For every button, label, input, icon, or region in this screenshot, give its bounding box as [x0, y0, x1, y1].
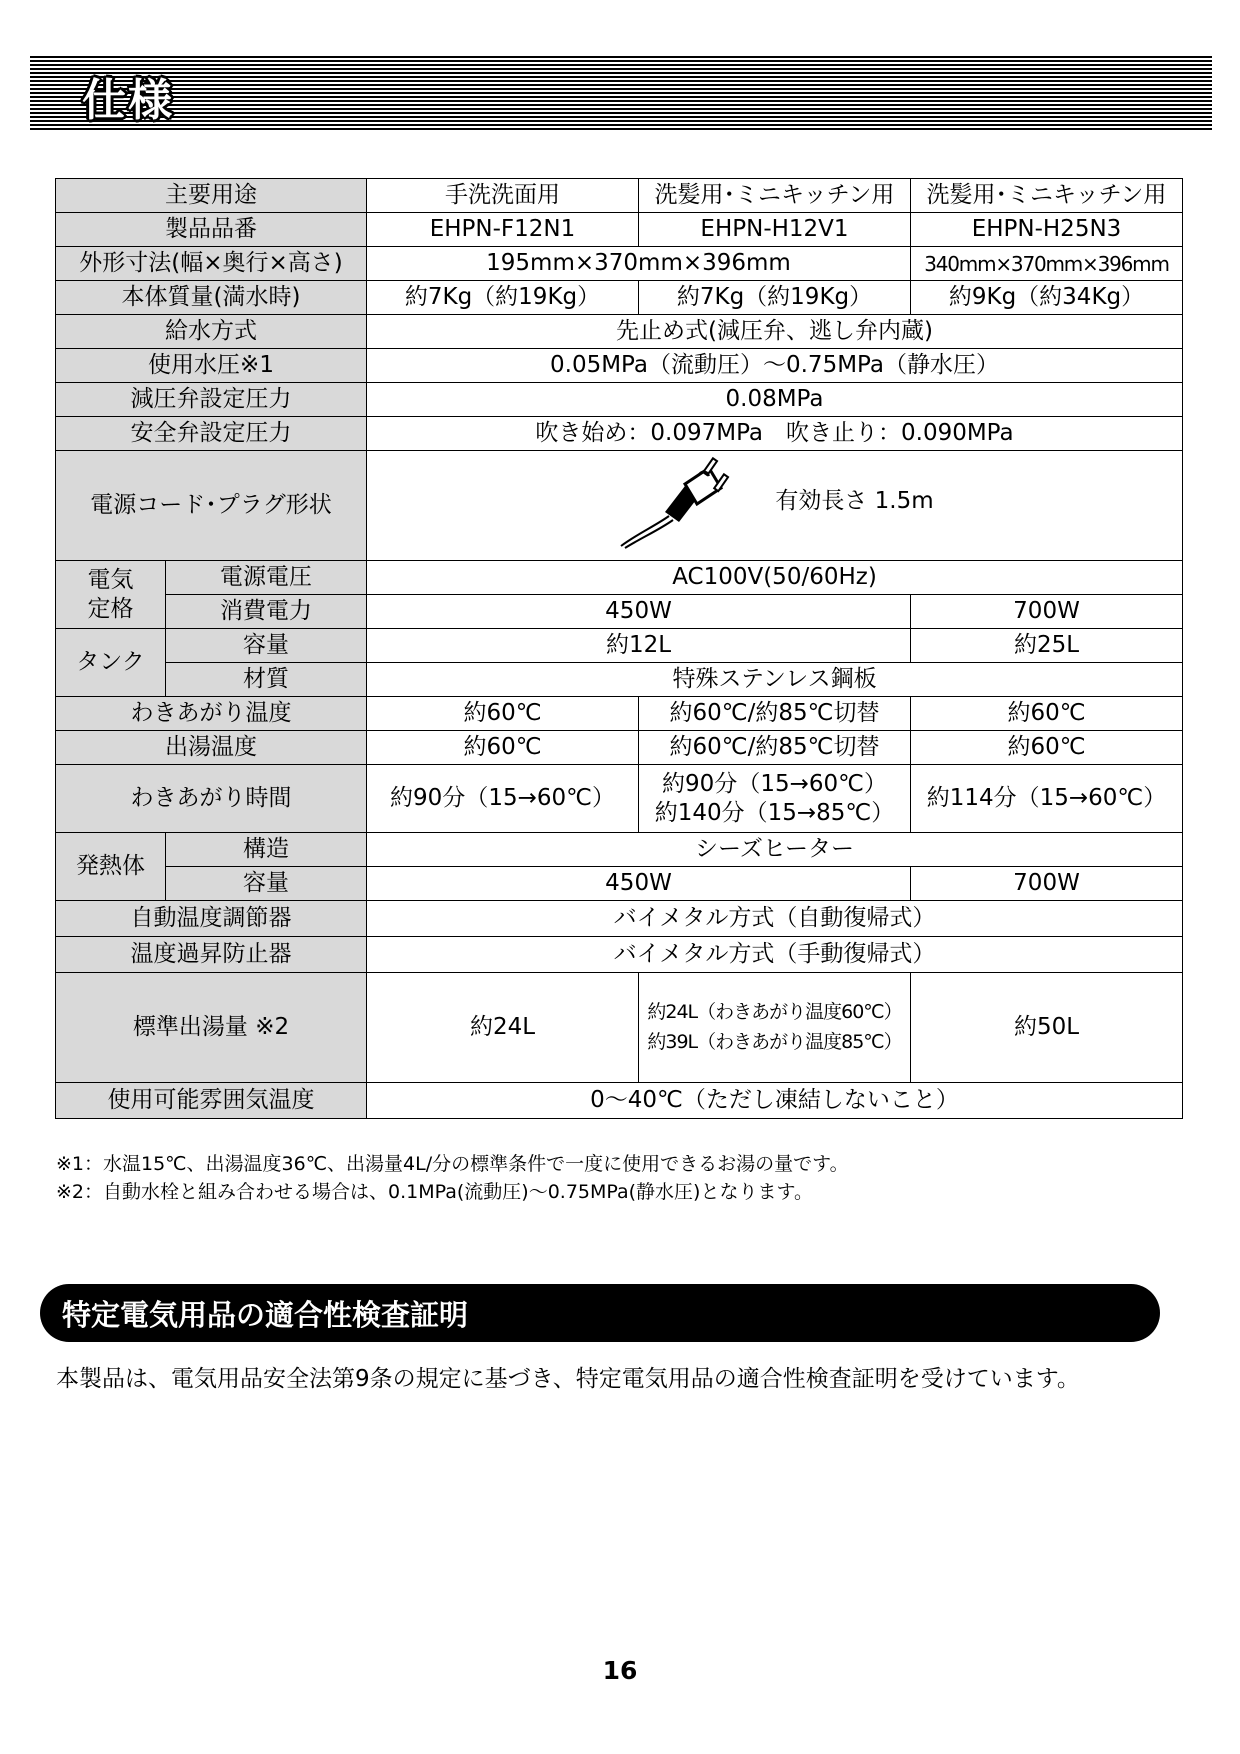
cell: 340mm×370mm×396mm: [911, 247, 1183, 281]
cell: EHPN-H25N3: [911, 213, 1183, 247]
row-tank-material: [56, 663, 1183, 697]
cell: 手洗洗面用: [367, 179, 639, 213]
row-label: 主要用途: [56, 179, 367, 213]
row-label: 消費電力: [166, 595, 367, 629]
row-label: 外形寸法(幅×奥行×高さ): [56, 247, 367, 281]
group-label: [56, 561, 166, 629]
row-label: 温度過昇防止器: [56, 937, 367, 973]
cell: バイメタル方式（自動復帰式）: [367, 901, 1183, 937]
cell: 700W: [911, 867, 1183, 901]
row-label: 本体質量(満水時): [56, 281, 367, 315]
cell-line: 約39L（わきあがり温度85℃）: [647, 1030, 902, 1053]
cell: 0～40℃（ただし凍結しないこと）: [367, 1083, 1183, 1119]
group-label: タンク: [56, 629, 166, 697]
cell: 約9Kg（約34Kg）: [911, 281, 1183, 315]
cell: 約60℃/約85℃切替: [639, 697, 911, 731]
cell: 195mm×370mm×396mm: [367, 247, 911, 281]
row-heater-capacity: [56, 867, 1183, 901]
page-title: 仕様: [82, 75, 174, 126]
cell: EHPN-H12V1: [639, 213, 911, 247]
row-model: [56, 213, 1183, 247]
cell: 約24L: [367, 973, 639, 1083]
cell: 約60℃/約85℃切替: [639, 731, 911, 765]
row-label: 容量: [166, 629, 367, 663]
row-tank-capacity: [56, 629, 1183, 663]
row-label: 製品品番: [56, 213, 367, 247]
row-power: [56, 595, 1183, 629]
row-std-output: [56, 973, 1183, 1083]
row-boil-time: [56, 765, 1183, 833]
row-water-supply: [56, 315, 1183, 349]
section-title: 特定電気用品の適合性検査証明: [62, 1298, 469, 1332]
cell: 約114分（15→60℃）: [911, 765, 1183, 833]
section-header: [40, 1284, 1160, 1342]
footnote-1: ※1：水温15℃、出湯温度36℃、出湯量4L/分の標準条件で一度に使用できるお湯の量です。: [56, 1153, 849, 1175]
cell: AC100V(50/60Hz): [367, 561, 1183, 595]
row-voltage: [56, 561, 1183, 595]
cell: 0.05MPa（流動圧）～0.75MPa（静水圧）: [367, 349, 1183, 383]
power-plug-icon: [615, 454, 735, 549]
row-boil-temp: [56, 697, 1183, 731]
row-label: 出湯温度: [56, 731, 367, 765]
row-power-cord: [56, 451, 1183, 561]
row-label: 使用水圧※1: [56, 349, 367, 383]
cell: シーズヒーター: [367, 833, 1183, 867]
row-label: 自動温度調節器: [56, 901, 367, 937]
cell: 約50L: [911, 973, 1183, 1083]
cell: バイメタル方式（手動復帰式）: [367, 937, 1183, 973]
cell-line: 約24L（わきあがり温度60℃）: [647, 1001, 902, 1024]
row-label: 材質: [166, 663, 367, 697]
row-ambient: [56, 1083, 1183, 1119]
row-label: 減圧弁設定圧力: [56, 383, 367, 417]
page-number: 16: [602, 1656, 638, 1685]
row-label: 容量: [166, 867, 367, 901]
cell: 約60℃: [911, 697, 1183, 731]
cell: 450W: [367, 595, 911, 629]
row-mass: [56, 281, 1183, 315]
group-label: 発熱体: [56, 833, 166, 901]
cell: 洗髪用･ミニキッチン用: [911, 179, 1183, 213]
row-label: 構造: [166, 833, 367, 867]
title-bar: [30, 56, 1212, 131]
cell: [639, 973, 911, 1083]
cell: 約90分（15→60℃）: [367, 765, 639, 833]
footnote-2: ※2：自動水栓と組み合わせる場合は、0.1MPa(流動圧)～0.75MPa(静水圧)となります。: [56, 1181, 813, 1203]
cell: 約7Kg（約19Kg）: [367, 281, 639, 315]
row-label: 使用可能雰囲気温度: [56, 1083, 367, 1119]
cell: 吹き始め：0.097MPa 吹き止り：0.090MPa: [367, 417, 1183, 451]
row-water-pressure: [56, 349, 1183, 383]
cell-line: 約90分（15→60℃）: [662, 770, 887, 797]
row-overheat: [56, 937, 1183, 973]
cell: 特殊ステンレス鋼板: [367, 663, 1183, 697]
row-safety-valve: [56, 417, 1183, 451]
footnotes: [56, 1150, 849, 1206]
cell: 450W: [367, 867, 911, 901]
row-auto-temp: [56, 901, 1183, 937]
cell: [639, 765, 911, 833]
group-electrical-line2: 定格: [87, 595, 134, 622]
row-label: わきあがり温度: [56, 697, 367, 731]
row-label: 標準出湯量 ※2: [56, 973, 367, 1083]
cell: 0.08MPa: [367, 383, 1183, 417]
section-body: 本製品は、電気用品安全法第9条の規定に基づき、特定電気用品の適合性検査証明を受けています。: [56, 1366, 1080, 1392]
row-heater-structure: [56, 833, 1183, 867]
cell: 約60℃: [911, 731, 1183, 765]
row-reducing-valve: [56, 383, 1183, 417]
cell: 先止め式(減圧弁、逃し弁内蔵): [367, 315, 1183, 349]
row-label: 電源コード･プラグ形状: [56, 451, 367, 561]
cell: 700W: [911, 595, 1183, 629]
cell: EHPN-F12N1: [367, 213, 639, 247]
cell: [367, 451, 1183, 561]
cell: 約60℃: [367, 731, 639, 765]
cell: 約25L: [911, 629, 1183, 663]
row-label: 給水方式: [56, 315, 367, 349]
cell: 約12L: [367, 629, 911, 663]
row-purpose: [56, 179, 1183, 213]
cell-line: 約140分（15→85℃）: [654, 799, 895, 826]
group-electrical-line1: 電気: [87, 566, 134, 593]
cell: 洗髪用･ミニキッチン用: [639, 179, 911, 213]
row-outlet-temp: [56, 731, 1183, 765]
row-dimensions: [56, 247, 1183, 281]
cord-length-text: 有効長さ 1.5m: [775, 487, 934, 514]
cell: 約7Kg（約19Kg）: [639, 281, 911, 315]
spec-table: [55, 178, 1183, 1119]
row-label: 電源電圧: [166, 561, 367, 595]
row-label: 安全弁設定圧力: [56, 417, 367, 451]
cell: 約60℃: [367, 697, 639, 731]
row-label: わきあがり時間: [56, 765, 367, 833]
